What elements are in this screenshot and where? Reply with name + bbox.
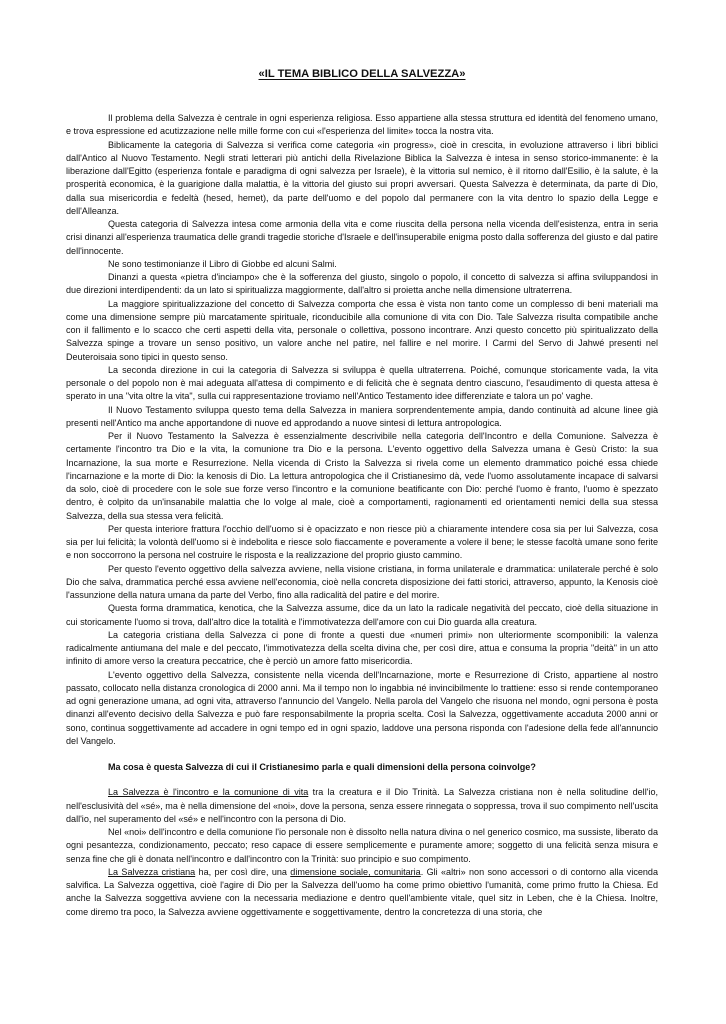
paragraph: Per il Nuovo Testamento la Salvezza è essenzialmente descrivibile nella categoria dell'Incontro e della Comunione. Salvezza è certamente l'incontro tra Dio e la vita, la comunione tra Dio e la persona. L'evento oggettivo della Salvezza umana è Gesù Cristo: la sua Incarnazione, la sua morte e Resurrezione. Nella vicenda di Cristo la Salvezza si rivela come un elemento drammatico poiché essa chiede l'incarnazione e la morte di Dio: la kenosis di Dio. La lettura antropologica che il Cristianesimo dà, vede l'uomo assolutamente incapace di salvarsi da solo, cioè di procedere con le sole sue forze verso l'incontro e la comunione beatificante con Dio: perché l'uomo è franto, l'uomo è spezzato dentro, è colpito da un'insanabile malattia che lo volge al male, cioè a comportamenti, ragionamenti ed orientamenti nemici della sua stessa Salvezza, della sua stessa vera felicità. — [66, 431, 658, 521]
paragraph: La maggiore spiritualizzazione del concetto di Salvezza comporta che essa è vista non tanto come un complesso di beni materiali ma come una dimensione sempre più marcatamente spirituale, riconducibile alla comunione di vita con Dio. Tale Salvezza risulta compatibile anche con il fallimento e lo scacco che certi aspetti della vita, personale o collettiva, possono incontrare. Anzi questo concetto più spiritualizzato della Salvezza spinge a trovare un senso positivo, un valore anche nel patire, nel fallire e nel morire. I Carmi del Servo di Jahwé presenti nel Deuteroisaia sono tipici in questo senso. — [66, 298, 658, 362]
paragraph: L'evento oggettivo della Salvezza, consistente nella vicenda dell'Incarnazione, morte e Resurrezione di Cristo, appartiene al nostro passato, collocato nella distanza cronologica di 2000 anni. Ma il tempo non lo ingabbia né invincibilmente lo trattiene: esso si rende contemporaneo ad ogni generazione umana, ad ogni vita, attraverso l'annuncio del Vangelo. Nella parola del Vangelo che risuona nel mondo, ogni persona è posta dinanzi all'evento decisivo della Salvezza e può fare responsabilmente la propria scelta. Così la Salvezza, oggettivamente accaduta 2000 anni or sono, continua soggettivamente ad accadere in ogni tempo ed in ogni spazio, laddove una persona risponda con l'adesione della fede all'annuncio del Vangelo. — [66, 669, 658, 746]
paragraph-social — [66, 866, 658, 919]
paragraph: La seconda direzione in cui la categoria di Salvezza si sviluppa è quella ultraterrena. Poiché, comunque storicamente vada, la vita personale o del popolo non è mai adeguata all'attesa di compimento e di felicità che è segnata dentro ciascuno, l'esaudimento di questa attesa è sperato in una "vita oltre la vita", sulla cui rappresentazione troviamo nell'Antico Testamento idee differenziate e talora un po' vaghe. — [66, 364, 658, 402]
underlined-lead: La Salvezza è l'incontro e la comunione di vita — [108, 787, 309, 798]
section-question: Ma cosa è questa Salvezza di cui il Cristianesimo parla e quali dimensioni della persona coinvolge? — [108, 762, 536, 772]
paragraph-text: . Gli «altri» non sono accessori o di contorno alla vicenda salvifica. La Salvezza oggettiva, cioè l'agire di Dio per la Salvezza dell'uomo ha come primo obiettivo l'umanità, come primo frutto la Chiesa. Ed anche la Salvezza soggettiva avviene con la necessaria mediazione e dentro quell'ambiente vitale, quel sitz in Leben, che è la Chiesa. Inoltre, come diremo tra poco, la Salvezza avviene oggettivamente e soggettivamente, dentro la concretezza di una storia, che — [66, 866, 658, 917]
paragraph: Biblicamente la categoria di Salvezza si verifica come categoria «in progress», cioè in crescita, in evoluzione attraverso i libri biblici dall'Antico al Nuovo Testamento. Negli strati letterari più antichi della Rivelazione Biblica la Salvezza è intesa in senso storico-immanente: è la liberazione dall'Egitto (esperienza fontale e paradigma di ogni salvezza per Israele), è la vittoria sul nemico, è il ritorno dall'Esilio, è la salute, è la prosperità economica, è la guarigione dalla malattia, è la vittoria del giusto sui propri avversari. Questa Salvezza è determinata, da parte di Dio, dalla sua misericordia e fedeltà (hesed, hemet), da parte dell'uomo e del popolo dal permanere con la vita dentro lo spazio della Legge e dell'Alleanza. — [66, 139, 658, 216]
paragraph-communion — [66, 786, 658, 826]
document-body — [66, 112, 658, 919]
paragraph-text: tra la creatura e il Dio Trinità. La Salvezza cristiana non è nella solitudine dell'io, nell'esclusività del «sé», ma è nella dimensione del «noi», dove la persona, senza essere rinnegata o soppressa, trova il suo compimento nell'uscita dall'io, nel superamento del «sé» e nell'incontro con la persona di Dio. — [66, 787, 658, 824]
paragraph-text: ha, per così dire, una — [195, 866, 291, 877]
paragraph: La categoria cristiana della Salvezza ci pone di fronte a questi due «numeri primi» non ulteriormente scomponibili: la valenza radicalmente antiumana del male e del peccato, l'immotivatezza della scelta divina che, per così dire, attua e consuma la propria "deità" in un atto infinito di amore verso la creatura peccatrice, che è perciò un amore fatto misericordia. — [66, 629, 658, 667]
underlined-lead: La Salvezza cristiana — [108, 866, 196, 877]
paragraph: Per questo l'evento oggettivo della salvezza avviene, nella visione cristiana, in forma unilaterale e drammatica: unilaterale perché è solo Dio che salva, drammatica perché essa avviene nell'economia, cioè nella concreta disposizione dei fatti storici, attraverso, appunto, la Kenosis cioè l'assunzione della natura umana da parte del Verbo, fino alla radicalità del patire e del morire. — [66, 563, 658, 600]
paragraph: Nel «noi» dell'incontro e della comunione l'io personale non è dissolto nella natura divina o nel generico cosmico, ma sussiste, liberato da ogni pesantezza, condizionamento, peccato; reso capace di essere semplicemente e puramente amore; soggetto di una felicità senza misura e senza fine che gli è donata nell'incontro e dall'incontro con la Trinità: suo principio e suo compimento. — [66, 827, 658, 864]
paragraph: Per questa interiore frattura l'occhio dell'uomo si è opacizzato e non riesce più a chiaramente intendere cosa sia per lui Salvezza, cosa sia per lui felicità; la volontà dell'uomo si è indebolita e riesce solo fiaccamente e poveramente a volere il bene; le stesse facoltà umane sono ferite e non soccorrono la persona nel costruire le risposta e la realizzazione del proprio giusto cammino. — [66, 523, 658, 561]
paragraph: Questa forma drammatica, kenotica, che la Salvezza assume, dice da un lato la radicale negatività del peccato, cioè della situazione in cui storicamente l'uomo si trova, dall'altro dice la totalità e l'immotivatezza dell'amore con cui Dio guarda alla creatura. — [66, 603, 658, 627]
paragraph: Ne sono testimonianze il Libro di Giobbe ed alcuni Salmi. — [108, 258, 337, 269]
paragraph: Il Nuovo Testamento sviluppa questo tema della Salvezza in maniera sorprendentemente ampia, dando continuità ad alcune linee già presenti nell'Antico ma anche apportandone di nuove ed approdando a nuove sintesi di lettura antropologica. — [66, 404, 658, 428]
paragraph: Il problema della Salvezza è centrale in ogni esperienza religiosa. Esso appartiene alla stessa struttura ed identità del fenomeno umano, e trova espressione ed acutizzazione nelle mille forme con cui «l'esperienza del limite» tocca la nostra vita. — [66, 113, 658, 137]
paragraph: Questa categoria di Salvezza intesa come armonia della vita e come riuscita della persona nella vicenda dell'esistenza, entra in seria crisi dinanzi all'esperienza traumatica delle grandi tragedie storiche d'Israele e dell'insuperabile enigma posto dalla sofferenza del giusto e dal patire dell'innocente. — [66, 219, 658, 256]
document-title: «IL TEMA BIBLICO DELLA SALVEZZA» — [258, 68, 466, 80]
paragraph: Dinanzi a questa «pietra d'inciampo» che è la sofferenza del giusto, singolo o popolo, il concetto di salvezza si affina sviluppandosi in due direzioni interdipendenti: da un lato si spiritualizza maggiormente, dall'altro si proietta anche nella dimensione ultraterrena. — [66, 272, 658, 296]
underlined-phrase: dimensione sociale, comunitaria — [290, 866, 421, 877]
